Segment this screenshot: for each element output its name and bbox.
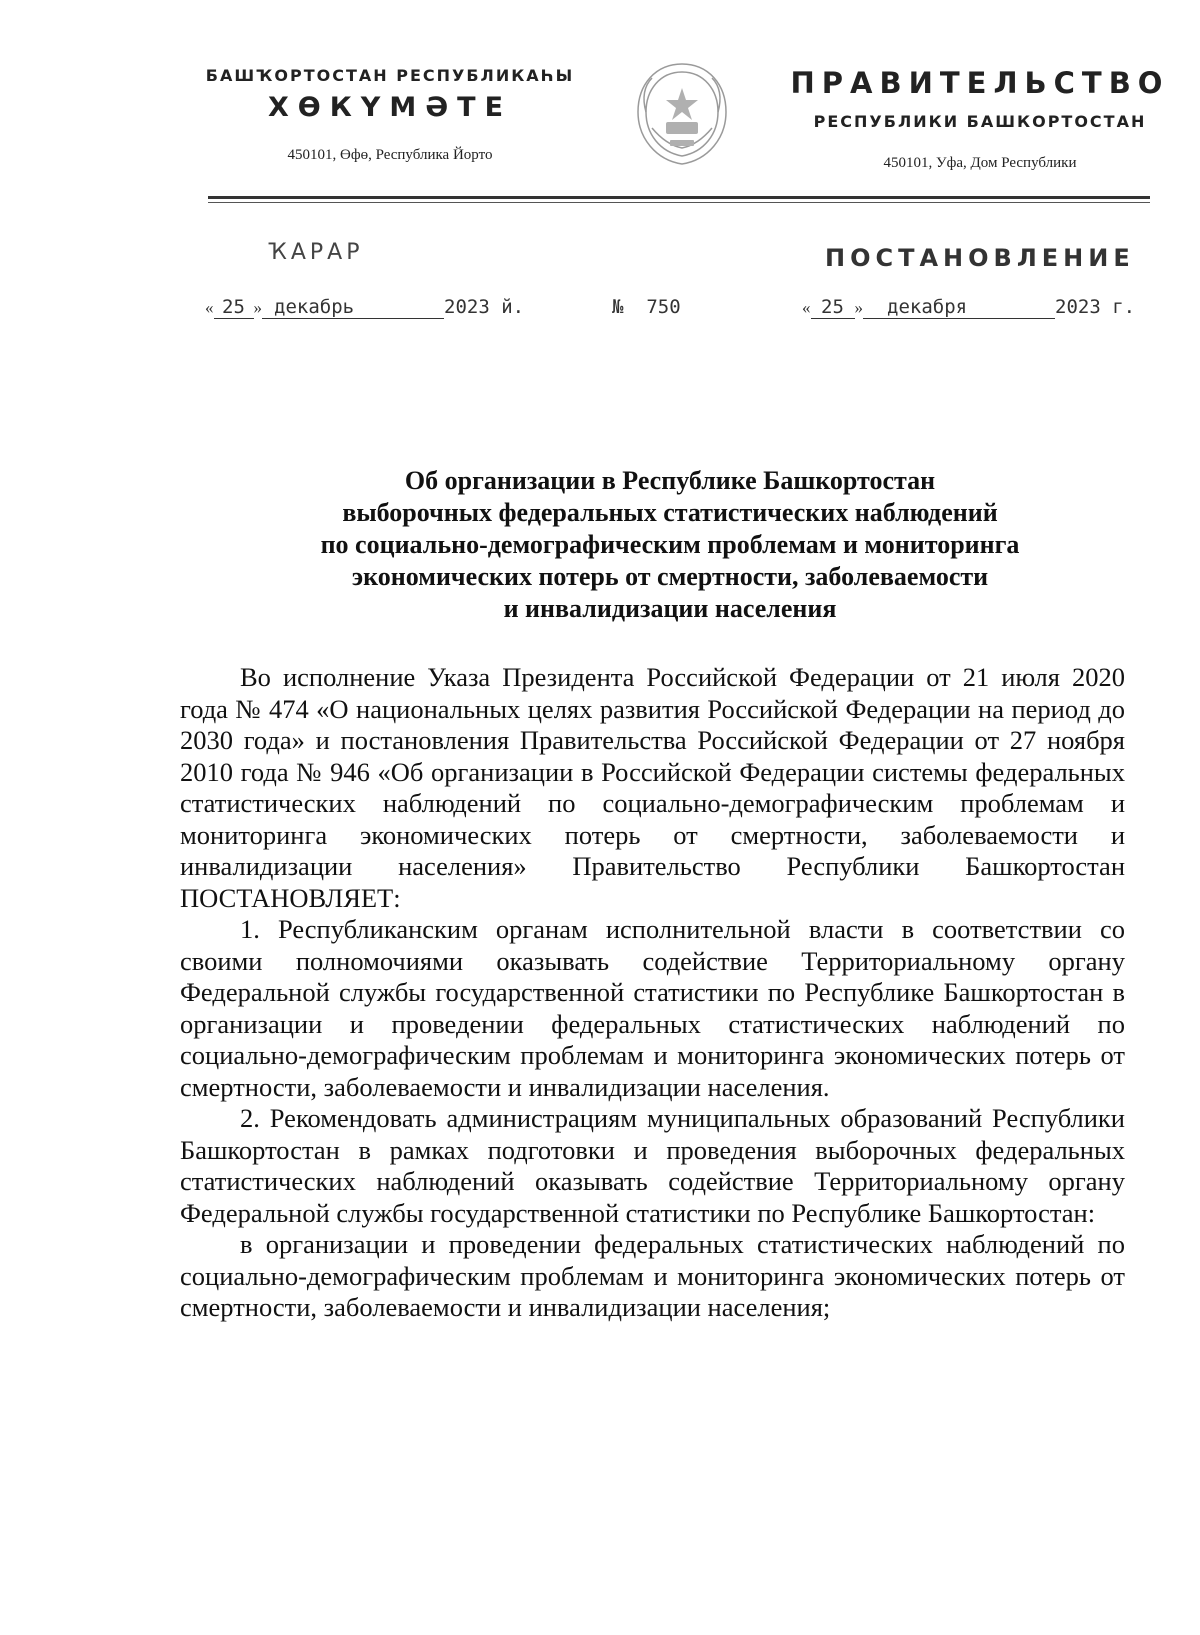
coat-of-arms-icon	[632, 58, 732, 170]
header-divider-thick	[208, 196, 1150, 199]
date-right-day: 25	[811, 296, 855, 319]
document-title	[190, 465, 1150, 625]
body-paragraph-item-2-sub: в организации и проведении федеральных статистических наблюдений по социально-демографическим проблемам и мониторинга экономических потерь от смертности, заболеваемости и инвалидизации населения;	[180, 1229, 1125, 1322]
header-right	[790, 66, 1170, 172]
header-left	[190, 66, 590, 164]
date-left-day: 25	[214, 296, 254, 319]
decree-number-value: 750	[646, 296, 681, 318]
header-left-line1: БАШҠОРТОСТАН РЕСПУБЛИКАҺЫ	[205, 66, 575, 85]
title-line: выборочных федеральных статистических наблюдений	[342, 498, 998, 527]
date-left-year: 2023 й.	[444, 296, 525, 318]
date-right-year: 2023 г.	[1055, 296, 1136, 318]
date-left	[205, 296, 524, 319]
body-paragraph-item-1: 1. Республиканским органам исполнительной власти в соответствии со своими полномочиями оказывать содействие Территориальному органу Федеральной службы государственной статистики по Республике Башкортостан в организации и проведении федеральных статистических наблюдений по социально-демографическим проблемам и мониторинга экономических потерь от смертности, заболеваемости и инвалидизации населения.	[180, 914, 1125, 1102]
decree-number-sign: №	[612, 296, 624, 318]
body-paragraph-item-2: 2. Рекомендовать администрациям муниципальных образований Республики Башкортостан в рамках подготовки и проведения выборочных федеральных статистических наблюдений оказывать содействие Территориальному органу Федеральной службы государственной статистики по Республике Башкортостан:	[180, 1103, 1125, 1228]
header-right-address: 450101, Уфа, Дом Республики	[883, 155, 1077, 171]
header-divider-thin	[208, 202, 1150, 203]
date-left-month: декабрь	[262, 296, 444, 319]
date-right-close-quote: »	[854, 298, 863, 317]
header-right-line1: ПРАВИТЕЛЬСТВО	[790, 66, 1170, 100]
date-right-open-quote: «	[802, 298, 811, 317]
title-line: и инвалидизации населения	[503, 594, 837, 623]
decision-title-bashkir: ҠАРАР	[268, 240, 364, 265]
header-left-address: 450101, Өфө, Республика Йорто	[287, 147, 493, 163]
title-line: экономических потерь от смертности, заболеваемости	[351, 562, 989, 591]
document-body	[180, 662, 1125, 1324]
decision-title-russian: ПОСТАНОВЛЕНИЕ	[825, 244, 1135, 272]
date-left-close-quote: »	[253, 298, 262, 317]
date-right-month: декабря	[863, 296, 1055, 319]
title-line: Об организации в Республике Башкортостан	[404, 466, 936, 495]
title-line: по социально-демографическим проблемам и мониторинга	[320, 530, 1020, 559]
decree-number	[612, 296, 681, 318]
body-paragraph-preamble: Во исполнение Указа Президента Российской Федерации от 21 июля 2020 года № 474 «О национальных целях развития Российской Федерации на период до 2030 года» и постановления Правительства Российской Федерации от 27 ноября 2010 года № 946 «Об организации в Российской Федерации системы федеральных статистических наблюдений по социально-демографическим проблемам и мониторинга экономических потерь от смертности, заболеваемости и инвалидизации населения» Правительство Республики Башкортостан ПОСТАНОВЛЯЕТ:	[180, 662, 1125, 913]
header-right-line2: РЕСПУБЛИКИ БАШКОРТОСТАН	[813, 112, 1147, 131]
date-right	[802, 296, 1135, 319]
date-left-open-quote: «	[205, 298, 214, 317]
header-left-line2: ХӨКҮМӘТЕ	[267, 92, 513, 123]
